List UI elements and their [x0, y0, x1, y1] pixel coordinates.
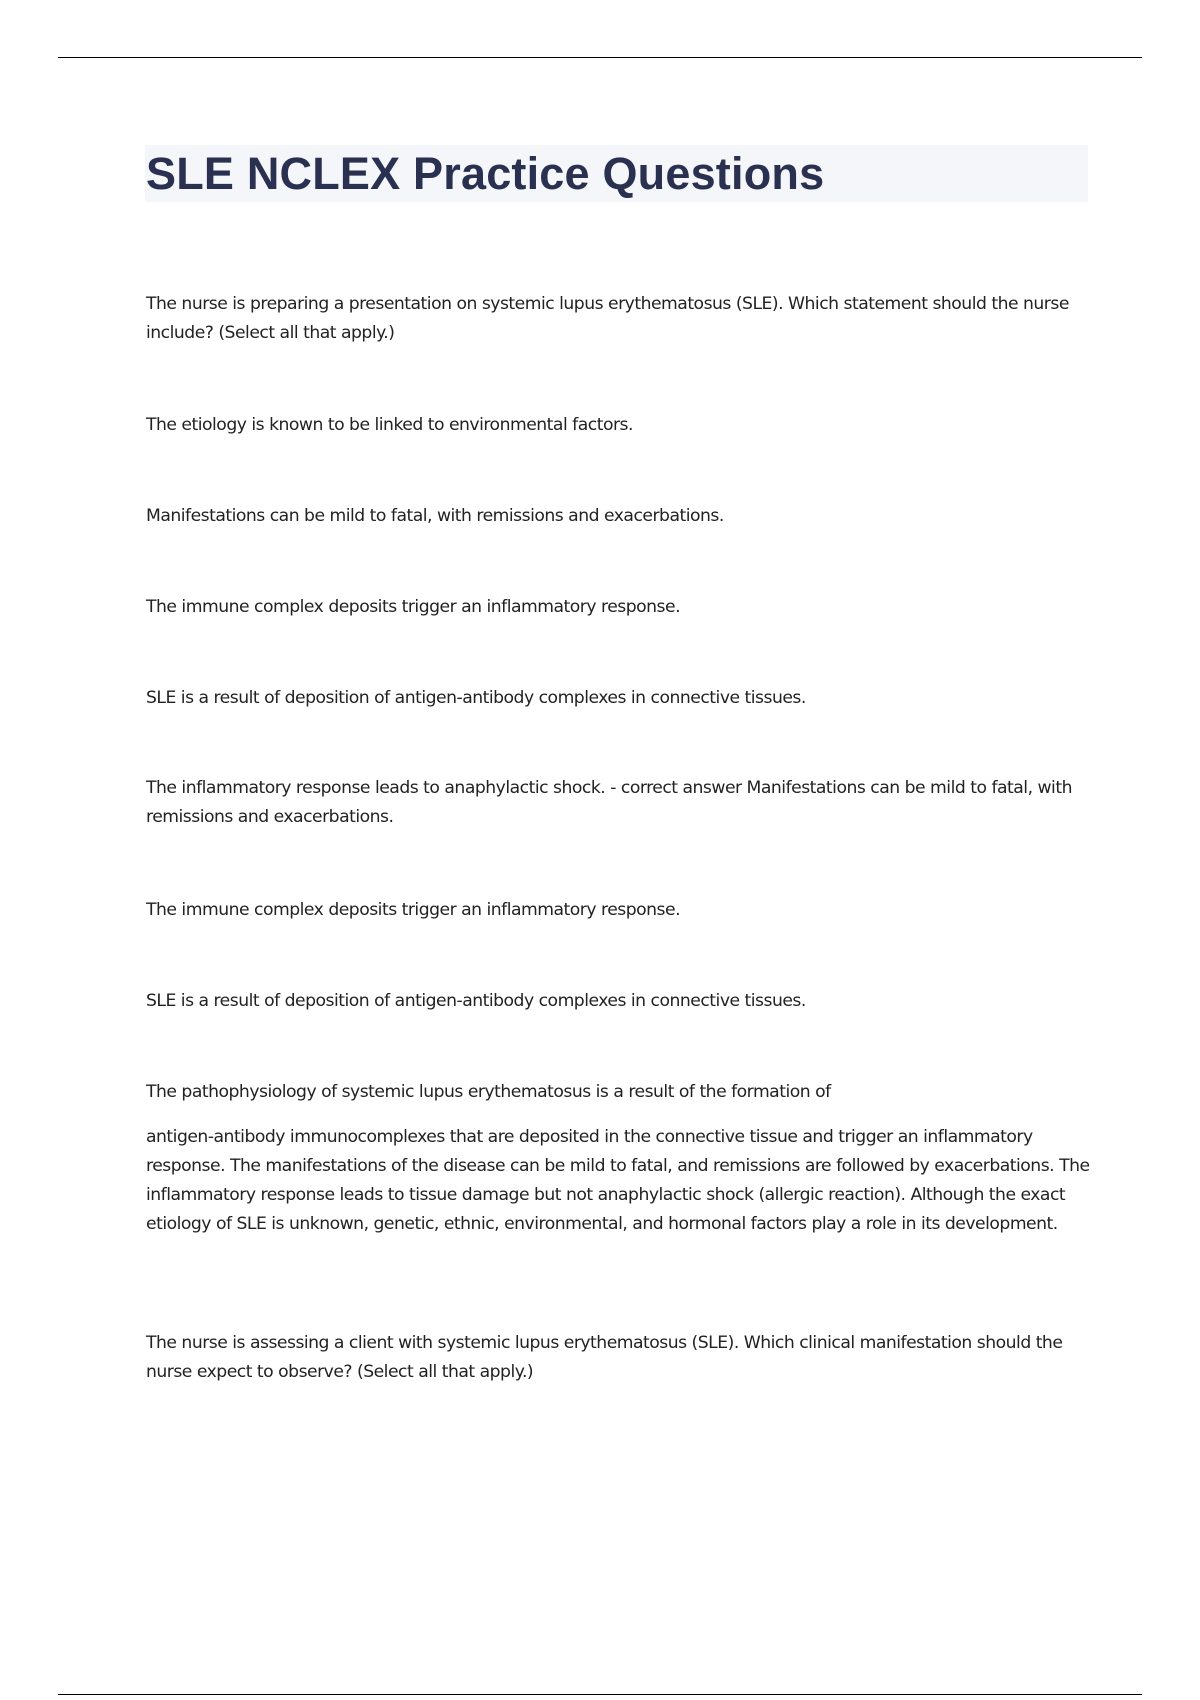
question-1-answer-1: The immune complex deposits trigger an inflammatory response. [146, 900, 681, 920]
question-1-option-5-with-answer: The inflammatory response leads to anaphylactic shock. - correct answer Manifestations can be mild to fatal, with remissions and exacerbations. [146, 778, 1072, 827]
footer-rule [58, 1694, 1142, 1695]
header-rule [58, 57, 1142, 58]
question-1-rationale [146, 1078, 1091, 1239]
rationale-body: antigen-antibody immunocomplexes that are deposited in the connective tissue and trigger an inflammatory response. The manifestations of the disease can be mild to fatal, and remissions are followed by exacerbations. The inflammatory response leads to tissue damage but not anaphylactic shock (allergic reaction). Although the exact etiology of SLE is unknown, genetic, ethnic, environmental, and hormonal factors play a role in its development. [146, 1127, 1090, 1234]
question-1-option-3: The immune complex deposits trigger an inflammatory response. [146, 597, 681, 617]
question-1-option-2: Manifestations can be mild to fatal, with remissions and exacerbations. [146, 506, 724, 526]
rationale-first-line: The pathophysiology of systemic lupus erythematosus is a result of the formation of [146, 1082, 831, 1102]
question-1-option-1: The etiology is known to be linked to environmental factors. [146, 415, 633, 435]
question-1-answer-2: SLE is a result of deposition of antigen-antibody complexes in connective tissues. [146, 991, 806, 1011]
question-2-stem: The nurse is assessing a client with systemic lupus erythematosus (SLE). Which clinical manifestation should the nurse expect to observe? (Select all that apply.) [146, 1333, 1063, 1382]
question-1-stem: The nurse is preparing a presentation on systemic lupus erythematosus (SLE). Which statement should the nurse include? (Select all that apply.) [146, 294, 1069, 343]
page-title: SLE NCLEX Practice Questions [146, 148, 825, 199]
question-1-option-4: SLE is a result of deposition of antigen-antibody complexes in connective tissues. [146, 688, 806, 708]
